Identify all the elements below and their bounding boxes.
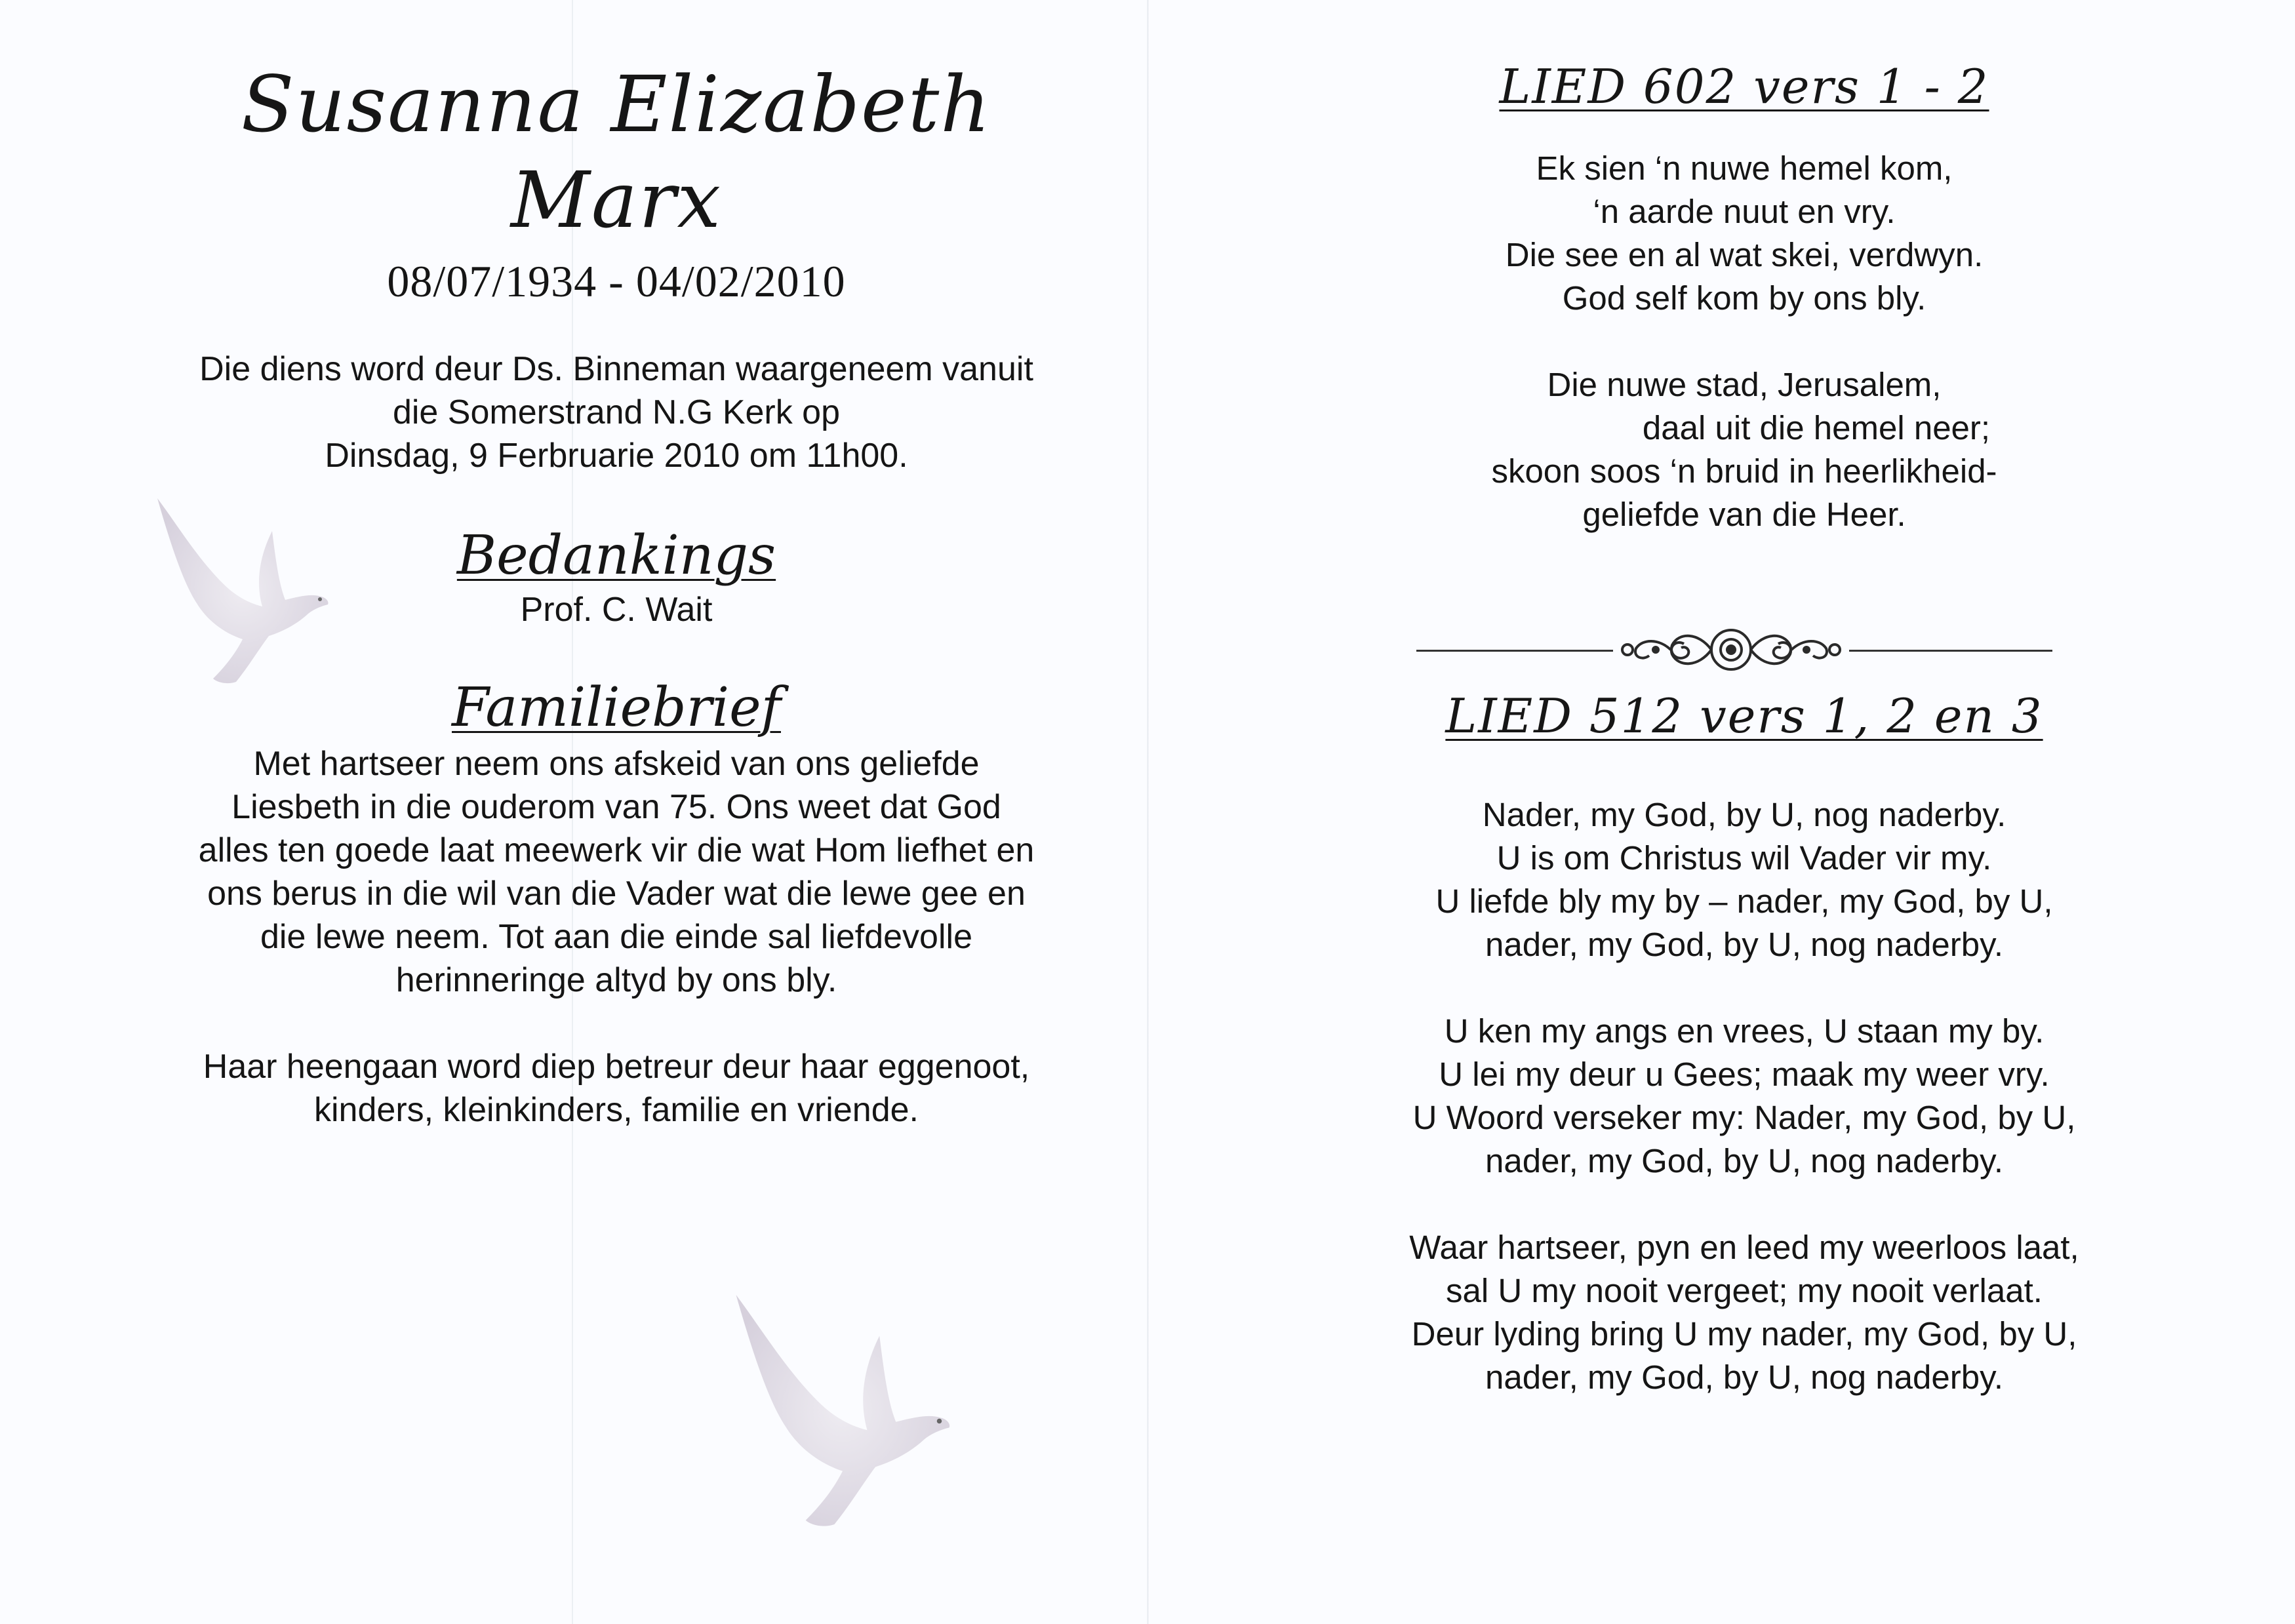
verse-line: Nader, my God, by U, nog naderby. bbox=[1482, 796, 2006, 833]
hymn-1-verse-1 bbox=[1305, 147, 2184, 320]
verse-line: daal uit die hemel neer; bbox=[1642, 409, 1991, 446]
floral-divider-ornament bbox=[1305, 614, 2184, 686]
letter-line: Met hartseer neem ons afskeid van ons geliefde bbox=[253, 745, 980, 783]
deceased-name-line-2: Marx bbox=[510, 155, 723, 245]
right-panel bbox=[1305, 0, 2184, 1399]
verse-line: nader, my God, by U, nog naderby. bbox=[1485, 1358, 2003, 1396]
dove-icon bbox=[728, 1278, 990, 1541]
hymn-1-title: LIED 602 vers 1 - 2 bbox=[1499, 59, 1989, 114]
letter-line: herinneringe altyd by ons bly. bbox=[395, 961, 837, 999]
verse-line: skoon soos ‘n bruid in heerlikheid- bbox=[1491, 452, 1997, 490]
thanks-heading: Bedankings bbox=[456, 525, 776, 587]
verse-line: geliefde van die Heer. bbox=[1582, 496, 1906, 533]
verse-line: Deur lyding bring U my nader, my God, by U, bbox=[1411, 1315, 2077, 1353]
verse-line: U ken my angs en vrees, U staan my by. bbox=[1444, 1012, 2045, 1050]
divider-line-left bbox=[1416, 650, 1613, 652]
center-fold bbox=[1147, 0, 1149, 1624]
letter-line: alles ten goede laat meewerk vir die wat Hom liefhet en bbox=[198, 831, 1035, 869]
left-panel bbox=[118, 0, 1115, 1132]
verse-line: nader, my God, by U, nog naderby. bbox=[1485, 926, 2003, 963]
letter-line: die lewe neem. Tot aan die einde sal liefdevolle bbox=[260, 918, 972, 956]
verse-line: nader, my God, by U, nog naderby. bbox=[1485, 1142, 2003, 1179]
verse-line: sal U my nooit vergeet; my nooit verlaat. bbox=[1446, 1272, 2043, 1309]
hymn-2-title: LIED 512 vers 1, 2 en 3 bbox=[1445, 688, 2043, 743]
verse-line: God self kom by ons bly. bbox=[1562, 279, 1926, 317]
service-details bbox=[118, 347, 1115, 477]
family-letter-heading: Familiebrief bbox=[452, 677, 781, 739]
closing-line: kinders, kleinkinders, familie en vriende. bbox=[314, 1091, 919, 1129]
service-line: die Somerstrand N.G Kerk op bbox=[392, 393, 841, 431]
ornament-icon bbox=[1613, 619, 1849, 681]
verse-line: Die nuwe stad, Jerusalem, bbox=[1547, 366, 1942, 403]
family-letter-text bbox=[118, 742, 1115, 1002]
verse-line: Ek sien ‘n nuwe hemel kom, bbox=[1536, 149, 1953, 187]
service-line: Die diens word deur Ds. Binneman waargeneem vanuit bbox=[199, 350, 1033, 388]
verse-line: U Woord verseker my: Nader, my God, by U, bbox=[1412, 1099, 2076, 1136]
closing-text bbox=[118, 1045, 1115, 1132]
verse-line: U lei my deur u Gees; maak my weer vry. bbox=[1439, 1056, 2050, 1093]
life-dates: 08/07/1934 - 04/02/2010 bbox=[387, 256, 846, 306]
service-line: Dinsdag, 9 Ferbruarie 2010 om 11h00. bbox=[325, 437, 908, 475]
closing-line: Haar heengaan word diep betreur deur haar eggenoot, bbox=[203, 1048, 1030, 1086]
verse-line: Die see en al wat skei, verdwyn. bbox=[1505, 236, 1984, 273]
hymn-2-verse-1 bbox=[1305, 793, 2184, 966]
divider-line-right bbox=[1849, 650, 2052, 652]
verse-line: U liefde bly my by – nader, my God, by U, bbox=[1435, 882, 2053, 920]
hymn-2-verse-3 bbox=[1305, 1226, 2184, 1399]
deceased-name-line-1: Susanna Elizabeth bbox=[241, 59, 992, 149]
thanks-name: Prof. C. Wait bbox=[520, 591, 713, 629]
hymn-2-verse-2 bbox=[1305, 1010, 2184, 1183]
verse-line: U is om Christus wil Vader vir my. bbox=[1496, 839, 1992, 877]
hymn-1-verse-2 bbox=[1305, 363, 2184, 536]
letter-line: ons berus in die wil van die Vader wat die lewe gee en bbox=[207, 875, 1026, 913]
verse-line: Waar hartseer, pyn en leed my weerloos laat, bbox=[1409, 1229, 2079, 1266]
verse-line: ‘n aarde nuut en vry. bbox=[1593, 193, 1896, 230]
letter-line: Liesbeth in die ouderom van 75. Ons weet dat God bbox=[231, 788, 1001, 826]
